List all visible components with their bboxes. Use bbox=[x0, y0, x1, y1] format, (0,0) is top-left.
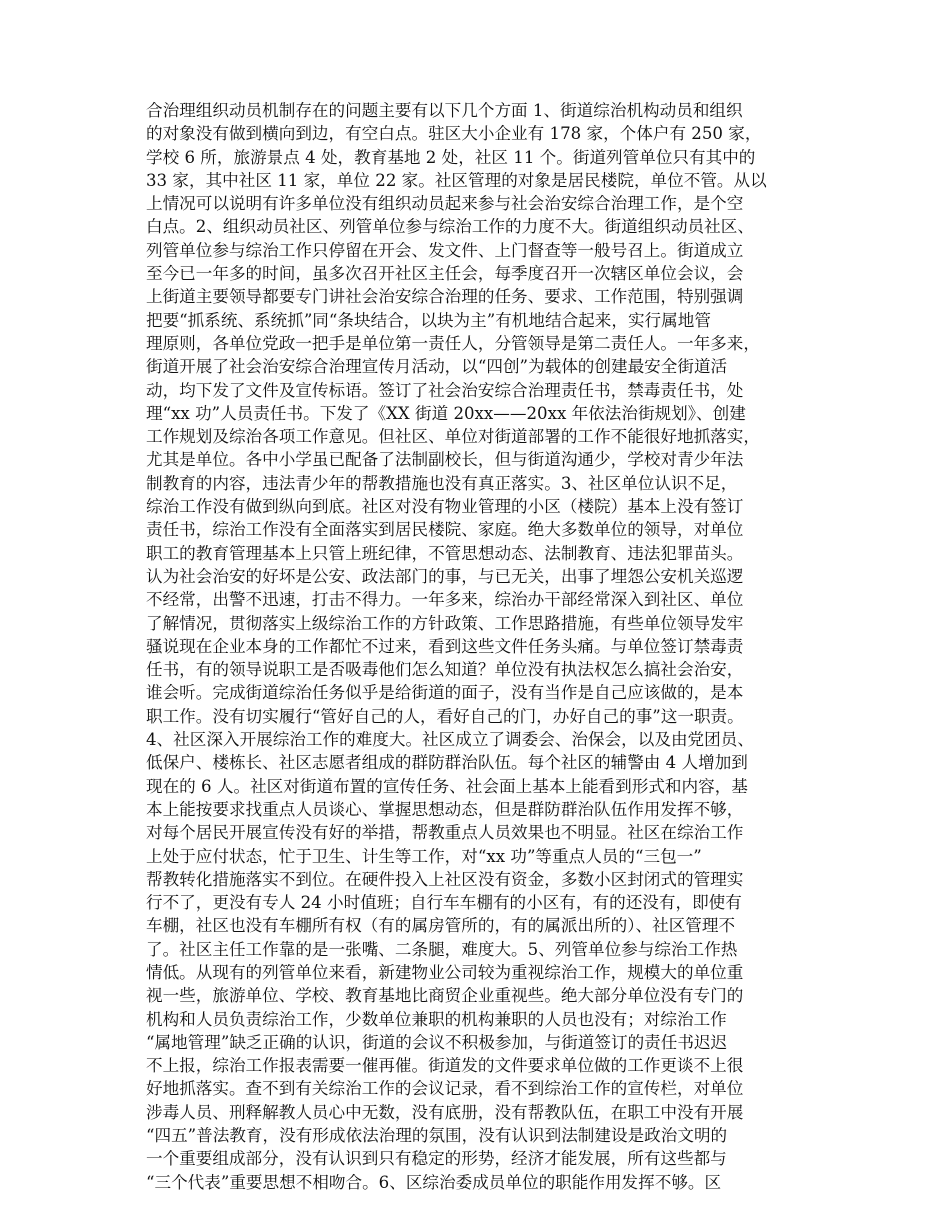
text-line: 至今已一年多的时间，虽多次召开社区主任会，每季度召开一次辖区单位会议，会 bbox=[146, 264, 744, 284]
text-line: 行不了，更没有专人 24 小时值班；自行车车棚有的小区有，有的还没有，即使有 bbox=[146, 893, 742, 913]
text-line: 尤其是单位。各中小学虽已配备了法制副校长，但与街道沟通少，学校对青少年法 bbox=[146, 450, 744, 470]
text-line: 任书，有的领导说职工是否吸毒他们怎么知道？单位没有执法权怎么搞社会治安， bbox=[146, 660, 744, 680]
text-line: 上街道主要领导都要专门讲社会治安综合治理的任务、要求、工作范围，特别强调 bbox=[146, 287, 744, 307]
text-line: 不经常，出警不迅速，打击不得力。一年多来，综治办干部经常深入到社区、单位 bbox=[146, 590, 744, 610]
text-line: 认为社会治安的好坏是公安、政法部门的事，与已无关，出事了埋怨公安机关巡逻 bbox=[146, 566, 744, 586]
text-line: 车棚，社区也没有车棚所有权（有的属房管所的，有的属派出所的）、社区管理不 bbox=[146, 916, 736, 936]
text-line: 职工作。没有切实履行“管好自己的人，看好自己的门，办好自己的事”这一职责。 bbox=[146, 706, 744, 726]
text-line: 动，均下发了文件及宣传标语。签订了社会治安综合治理责任书，禁毒责任书，处 bbox=[146, 380, 744, 400]
text-line: 理原则，各单位党政一把手是单位第一责任人，分管领导是第二责任人。一年多来， bbox=[146, 333, 760, 353]
text-line: 学校 6 所，旅游景点 4 处，教育基地 2 处，社区 11 个。街道列管单位只有其中的 bbox=[146, 147, 756, 167]
text-line: 了。社区主任工作靠的是一张嘴、二条腿，难度大。5、列管单位参与综治工作热 bbox=[146, 939, 738, 959]
text-line: 对每个居民开展宣传没有好的举措，帮教重点人员效果也不明显。社区在综治工作 bbox=[146, 823, 744, 843]
text-line: 视一些，旅游单位、学校、教育基地比商贸企业重视些。绝大部分单位没有专门的 bbox=[146, 986, 744, 1006]
text-line: 情低。从现有的列管单位来看，新建物业公司较为重视综治工作，规模大的单位重 bbox=[146, 962, 744, 982]
text-line: 机构和人员负责综治工作，少数单位兼职的机构兼职的人员也没有；对综治工作 bbox=[146, 1009, 727, 1029]
text-line: “三个代表”重要思想不相吻合。6、区综治委成员单位的职能作用发挥不够。区 bbox=[146, 1172, 722, 1192]
text-line: 职工的教育管理基本上只管上班纪律，不管思想动态、法制教育、违法犯罪苗头。 bbox=[146, 543, 744, 563]
text-line: 低保户、楼栋长、社区志愿者组成的群防群治队伍。每个社区的辅警由 4 人增加到 bbox=[146, 753, 748, 773]
text-line: 制教育的内容，违法青少年的帮教措施也没有真正落实。3、社区单位认识不足， bbox=[146, 473, 738, 493]
text-line: 理“xx 功”人员责任书。下发了《XX 街道 20xx——20xx 年依法治街规划》、创建 bbox=[146, 403, 746, 423]
text-line: 一个重要组成部分，没有认识到只有稳定的形势，经济才能发展，所有这些都与 bbox=[146, 1149, 727, 1169]
text-line: 合治理组织动员机制存在的问题主要有以下几个方面 1、街道综治机构动员和组织 bbox=[146, 101, 743, 120]
text-line: 骚说现在企业本身的工作都忙不过来，看到这些文件任务头痛。与单位签订禁毒责 bbox=[146, 636, 744, 656]
text-line: 街道开展了社会治安综合治理宣传月活动，以“四创”为载体的创建最安全街道活 bbox=[146, 357, 728, 377]
text-line: 4、社区深入开展综治工作的难度大。社区成立了调委会、治保会，以及由党团员、 bbox=[146, 730, 754, 750]
text-line: 谁会听。完成街道综治任务似乎是给街道的面子，没有当作是自己应该做的，是本 bbox=[146, 683, 744, 703]
text-line: 白点。2、组织动员社区、列管单位参与综治工作的力度不大。街道组织动员社区、 bbox=[146, 217, 754, 237]
text-line: 本上能按要求找重点人员谈心、掌握思想动态，但是群防群治队伍作用发挥不够， bbox=[146, 799, 744, 819]
text-line: 了解情况，贯彻落实上级综治工作的方针政策、工作思路措施，有些单位领导发牢 bbox=[146, 613, 744, 633]
text-line: 帮教转化措施落实不到位。在硬件投入上社区没有资金，多数小区封闭式的管理实 bbox=[146, 869, 744, 889]
text-line: 涉毒人员、刑释解教人员心中无数，没有底册，没有帮教队伍，在职工中没有开展 bbox=[146, 1102, 744, 1122]
text-line: 列管单位参与综治工作只停留在开会、发文件、上门督查等一般号召上。街道成立 bbox=[146, 240, 744, 260]
body-text bbox=[146, 99, 816, 1194]
text-line: 工作规划及综治各项工作意见。但社区、单位对街道部署的工作不能很好地抓落实， bbox=[146, 427, 760, 447]
text-line: 把要“抓系统、系统抓”同“条块结合，以块为主”有机地结合起来，实行属地管 bbox=[146, 310, 711, 330]
text-line: 综治工作没有做到纵向到底。社区对没有物业管理的小区（楼院）基本上没有签订 bbox=[146, 497, 744, 517]
text-line: 的对象没有做到横向到边，有空白点。驻区大小企业有 178 家，个体户有 250 家， bbox=[146, 124, 762, 144]
text-line: 上处于应付状态，忙于卫生、计生等工作，对“xx 功”等重点人员的“三包一” bbox=[146, 846, 702, 866]
text-line: 上情况可以说明有许多单位没有组织动员起来参与社会治安综合治理工作，是个空 bbox=[146, 194, 744, 214]
text-line: 好地抓落实。查不到有关综治工作的会议记录，看不到综治工作的宣传栏，对单位 bbox=[146, 1079, 744, 1099]
text-line: 现在的 6 人。社区对街道布置的宣传任务、社会面上基本上能看到形式和内容，基 bbox=[146, 776, 748, 796]
text-line: “四五”普法教育，没有形成依法治理的氛围，没有认识到法制建设是政治文明的 bbox=[146, 1126, 728, 1146]
text-line: “属地管理”缺乏正确的认识，街道的会议不积极参加，与街道签订的责任书迟迟 bbox=[146, 1032, 728, 1052]
text-line: 不上报，综治工作报表需要一催再催。街道发的文件要求单位做的工作更谈不上很 bbox=[146, 1056, 744, 1076]
text-line: 33 家，其中社区 11 家，单位 22 家。社区管理的对象是居民楼院，单位不管。从以 bbox=[146, 170, 767, 190]
text-line: 责任书，综治工作没有全面落实到居民楼院、家庭。绝大多数单位的领导，对单位 bbox=[146, 520, 744, 540]
